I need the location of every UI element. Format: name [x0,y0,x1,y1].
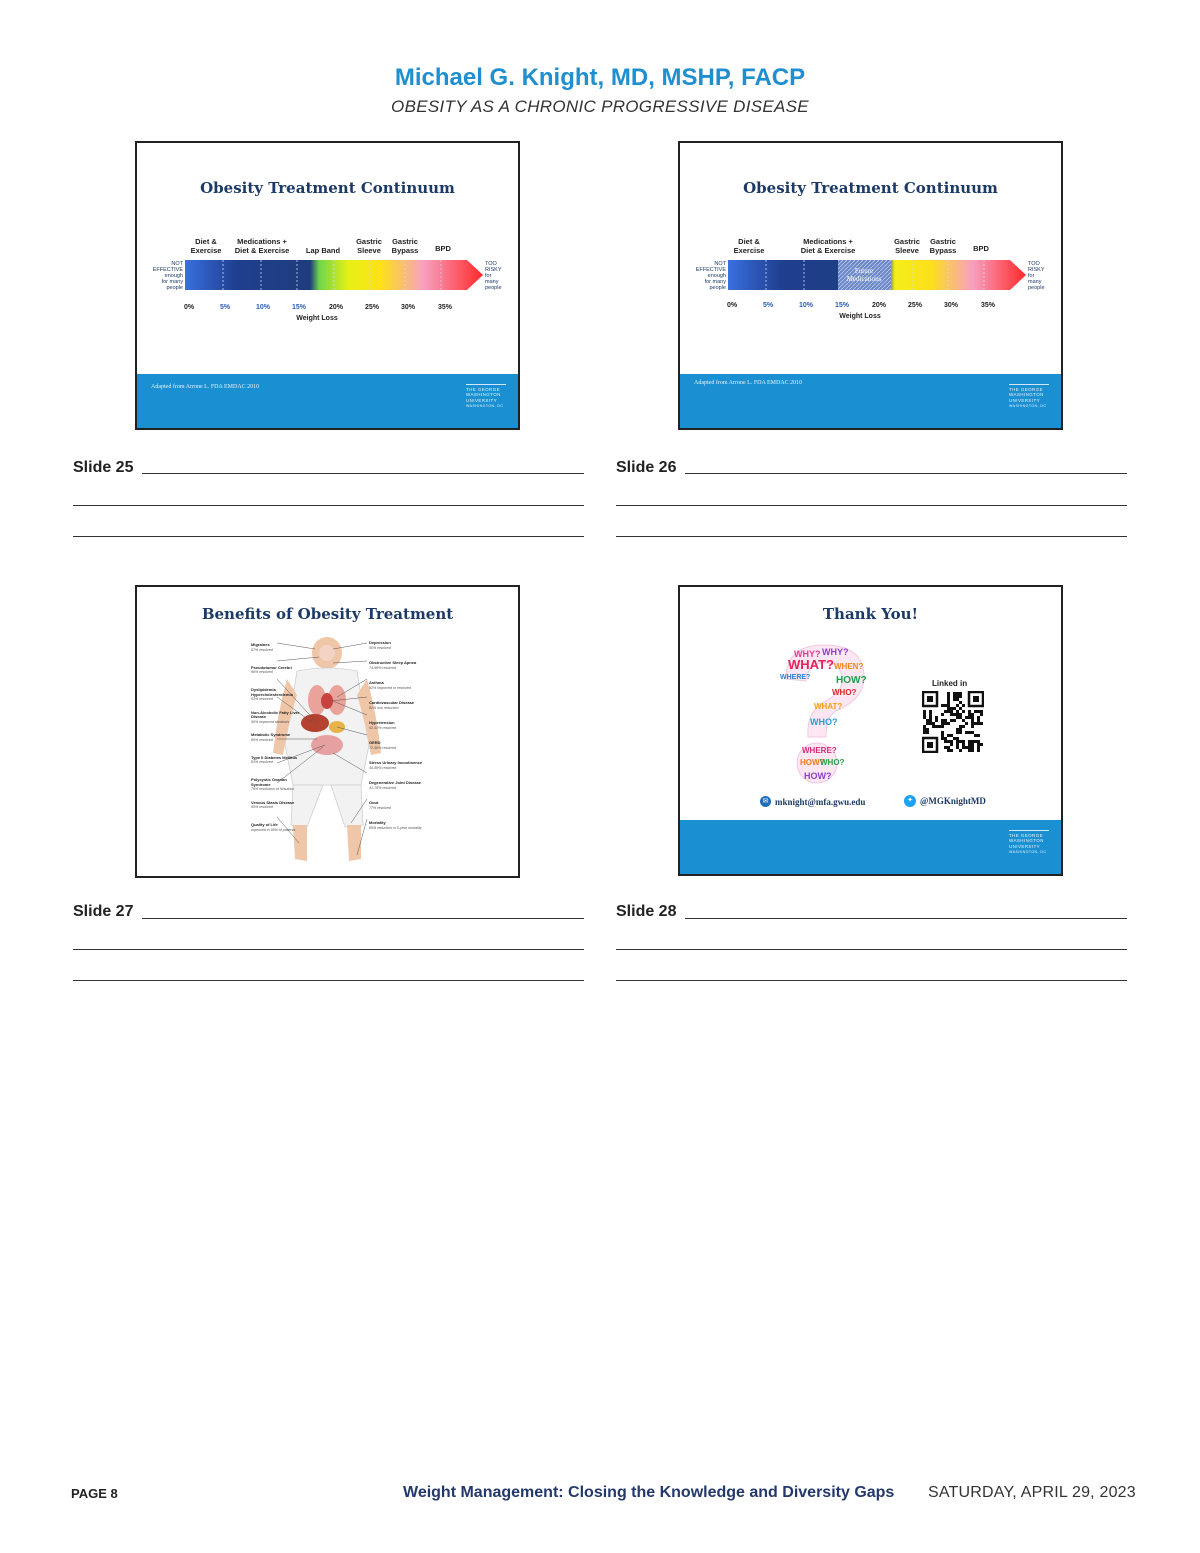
right-callout [369,741,396,750]
cat-gastric-bypass: Gastric Bypass [391,237,419,255]
word-what-2: WHAT? [814,702,843,711]
callout-detail: 52-92% resolved [369,725,396,730]
svg-text:enough: enough [164,273,183,279]
svg-text:RISKY: RISKY [485,267,502,273]
slide-footer-band [680,820,1061,874]
email-contact[interactable] [760,796,865,807]
axis-label: Weight Loss [839,313,881,320]
axis-label: Weight Loss [296,315,338,322]
note-line [616,980,1127,981]
slide-title: Thank You! [822,605,919,623]
callout-detail: 44-88% resolved [369,765,396,770]
left-callout [251,756,297,765]
note-line [142,918,584,919]
right-callout [369,721,396,730]
category-labels [734,237,990,255]
tick-35: 35% [980,302,996,309]
slide-credit: Adapted from Arrone L. FDA EMDAC 2010 [694,380,803,386]
callout-name: Pseudotumor Cerebri [251,664,292,670]
note-line [685,918,1127,919]
right-note [485,261,502,291]
callout-name: Obstructive Sleep Apnea [369,660,417,665]
tick-labels [184,304,453,322]
tick-20: 20% [328,304,344,311]
note-line [73,980,584,981]
tick-5: 5% [219,304,231,311]
callout-detail: 90% improved steatosis [251,719,290,724]
cat-diet-exercise: Diet & Exercise [733,237,765,255]
slide-25-thumbnail [135,141,520,430]
category-labels [191,237,452,255]
tick-25: 25% [907,302,923,309]
word-where-2: WHERE? [802,746,837,755]
tick-10: 10% [798,302,814,309]
word-how-2: HOW? [800,758,825,767]
callout-detail: 63% resolved [251,697,273,702]
slide-footer-band [137,374,518,428]
cat-diet-exercise: Diet & Exercise [190,237,222,255]
svg-text:enough: enough [707,273,726,279]
linkedin-label: Linked in [932,679,968,688]
callout-detail: 83% resolved [251,760,273,765]
callout-detail: 82% improved or resolved [369,685,411,690]
cat-lap-band: Lap Band [305,246,341,255]
callout-detail: 95% resolved [251,805,273,810]
note-line [73,505,584,506]
twitter-icon: ✦ [904,795,916,807]
callout-name: Migraines [251,642,270,647]
slide-27-thumbnail [135,585,520,878]
left-callout [251,733,290,742]
svg-text:people: people [1028,285,1045,291]
cat-gastric-sleeve: Gastric Sleeve [356,237,382,255]
left-callout [251,688,307,702]
svg-text:for: for [485,273,492,279]
svg-text:RISKY: RISKY [1028,267,1045,273]
email-icon: ✉ [760,796,771,807]
svg-text:many: many [485,279,499,285]
word-where: WHERE? [780,674,811,681]
right-callout [369,801,391,810]
word-what: WHAT? [788,657,834,672]
word-when: WHEN? [834,662,864,671]
callout-name: Mortality [369,820,386,825]
slide-footer-band [680,374,1061,428]
word-why: WHY? [794,649,821,659]
tick-25: 25% [364,304,380,311]
page-number: PAGE 8 [71,1486,118,1501]
svg-text:people: people [709,285,726,291]
cat-gastric-bypass: Gastric Bypass [929,237,957,255]
tick-5: 5% [762,302,774,309]
callout-name: Asthma [369,680,384,685]
qr-code[interactable] [922,691,984,753]
callout-detail: 89% reduction in 5-year mortality [369,825,422,830]
slide-26-label: Slide 26 [616,459,677,476]
svg-text:TOO: TOO [485,261,497,267]
gwu-logo: THE GEORGE WASHINGTON UNIVERSITY WASHINGTON, DC [1009,384,1049,410]
callout-detail: 55% resolved [369,645,391,650]
note-line [616,505,1127,506]
note-line [616,536,1127,537]
tick-35: 35% [437,304,453,311]
svg-text:for many: for many [704,279,726,285]
tick-0: 0% [183,304,195,311]
cat-gastric-sleeve: Gastric Sleeve [894,237,920,255]
tick-15: 15% [291,304,307,311]
tick-30: 30% [943,302,959,309]
svg-text:people: people [166,285,183,291]
callout-detail: 72-98% resolved [369,745,396,750]
event-date: SATURDAY, APRIL 29, 2023 [928,1484,1136,1501]
slide-title: Obesity Treatment Continuum [743,179,998,197]
gwu-logo: THE GEORGE WASHINGTON UNIVERSITY WASHINGTON, DC [1009,830,1049,856]
question-mark-word-cloud [774,641,894,791]
right-callout [369,681,411,690]
left-callout [251,643,273,652]
callout-name: Gout [369,800,379,805]
left-note [696,261,727,291]
word-who-3: WHO? [820,758,845,767]
callout-name: Degenerative Joint Disease [369,780,422,785]
left-note [153,261,184,291]
callout-detail: 96% resolved [251,670,273,675]
callout-detail: 80% resolved [251,737,273,742]
callout-detail: 74-98% resolved [369,665,396,670]
tick-labels [727,302,996,320]
slide-28-thumbnail [678,585,1063,876]
right-note [1028,261,1045,291]
slide-credit: Adapted from Arrone L. FDA EMDAC 2010 [151,384,260,390]
cat-bpd: BPD [435,244,451,253]
note-line [73,536,584,537]
note-line [616,949,1127,950]
body-illustration [137,635,518,875]
callout-name: GERD [369,740,381,745]
callout-name: Cardiovascular Disease [369,700,415,705]
right-callout [369,761,422,770]
right-callout [369,781,421,790]
svg-text:people: people [485,285,502,291]
note-line [685,473,1127,474]
svg-text:EFFECTIVE: EFFECTIVE [695,267,726,273]
word-who: WHO? [832,688,857,697]
slide-title: Obesity Treatment Continuum [200,179,455,197]
slide-27-label: Slide 27 [73,903,134,920]
presentation-subtitle: OBESITY AS A CHRONIC PROGRESSIVE DISEASE [391,97,809,116]
slide-25-label: Slide 25 [73,459,134,476]
callout-detail: 41-76% resolved [369,785,396,790]
future-medications-label: Future Medications [846,267,882,283]
svg-text:many: many [1028,279,1042,285]
slide-28-label: Slide 28 [616,903,677,920]
svg-text:EFFECTIVE: EFFECTIVE [152,267,183,273]
right-callout [369,701,414,710]
twitter-contact[interactable] [904,795,986,807]
right-callout [369,641,391,650]
svg-text:for: for [1028,273,1035,279]
callout-name: Quality of Life [251,822,278,827]
callout-detail: 77% resolved [369,805,391,810]
left-callout [251,801,294,810]
callout-name: Type II Diabetes Mellitus [251,754,298,760]
callout-name: Dyslipidemia Hypercholesterolemia [251,687,293,697]
tick-20: 20% [871,302,887,309]
callout-name: Stress Urinary Incontinence [369,760,423,765]
callout-detail: 79% resolution of hirsutism [251,787,295,792]
callout-name: Metabolic Syndrome [251,732,291,737]
left-callout [251,823,295,832]
word-how: HOW? [836,675,867,686]
cat-medications: Medications + Diet & Exercise [234,237,290,255]
word-why-2: WHY? [822,647,849,657]
callout-name: Polycystic Ovarian Syndrome [251,777,287,787]
left-callout [251,711,307,725]
left-callout [251,666,292,675]
tick-30: 30% [400,304,416,311]
callout-detail: 82% risk reduction [369,705,399,710]
tick-10: 10% [255,304,271,311]
left-callout [251,778,307,792]
svg-text:TOO: TOO [1028,261,1040,267]
callout-detail: 57% resolved [251,647,273,652]
svg-text:NOT: NOT [171,261,183,267]
tick-0: 0% [726,302,738,309]
svg-text:NOT: NOT [714,261,726,267]
event-title: Weight Management: Closing the Knowledge and Diversity Gaps [403,1484,895,1501]
svg-text:for many: for many [161,279,183,285]
callout-name: Hypertension [369,720,395,725]
right-callout [369,661,416,670]
note-line [142,473,584,474]
slide-26-thumbnail [678,141,1063,430]
note-line [73,949,584,950]
cat-bpd: BPD [973,244,989,253]
email-address: mknight@mfa.gwu.edu [775,796,866,807]
tick-15: 15% [834,302,850,309]
callout-detail: improved in 95% of patients [251,827,296,832]
right-callout [369,821,422,830]
callout-name: Depression [369,640,391,645]
gwu-logo: THE GEORGE WASHINGTON UNIVERSITY WASHINGTON, DC [466,384,506,410]
cat-medications: Medications + Diet & Exercise [800,237,856,255]
callout-name: Venous Stasis Disease [251,799,295,805]
author-name: Michael G. Knight, MD, MSHP, FACP [394,64,806,91]
slide-title: Benefits of Obesity Treatment [201,605,454,623]
callout-name: Non-Alcoholic Fatty Liver Disease [251,709,300,720]
twitter-handle: @MGKnightMD [920,796,986,806]
word-who-2: WHO? [810,717,838,727]
word-how-3: HOW? [804,771,832,781]
